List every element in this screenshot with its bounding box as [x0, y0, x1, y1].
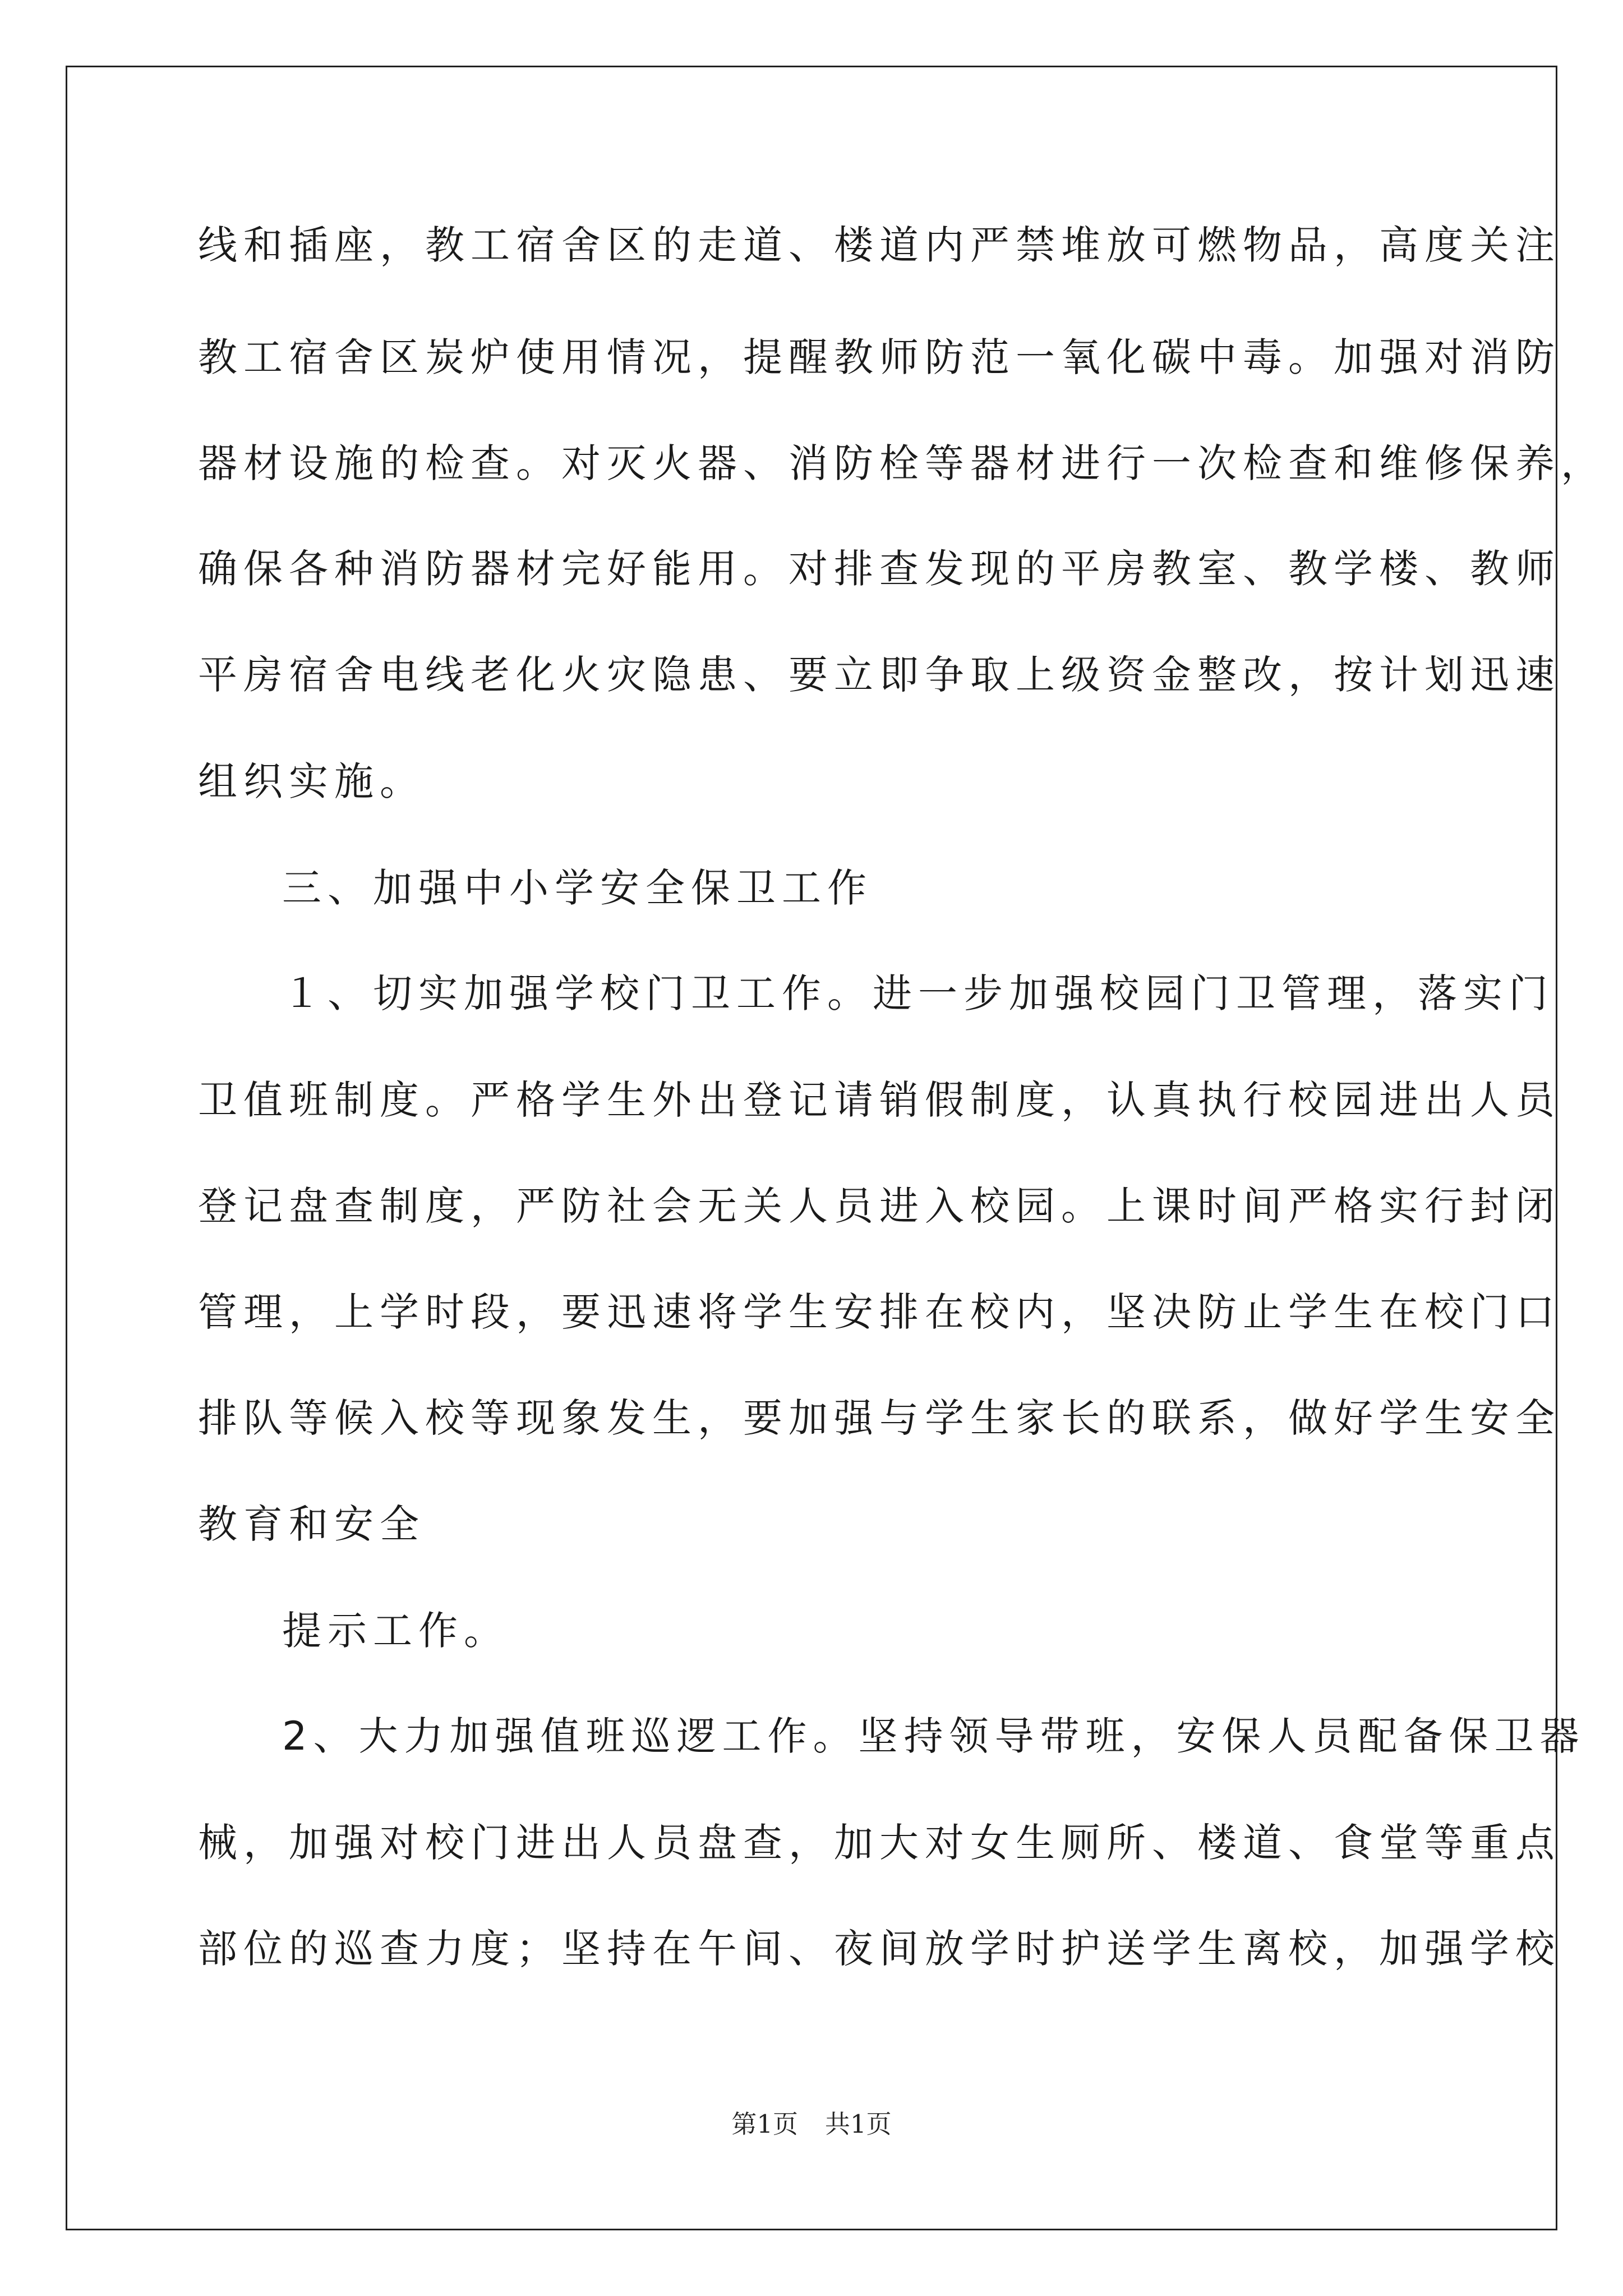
- text-line: １、切实加强学校门卫工作。进一步加强校园门卫管理，落实门: [282, 970, 1554, 1016]
- text-line: 教育和安全: [198, 1501, 425, 1547]
- text-line: 提示工作。: [282, 1608, 509, 1654]
- text-line: 确保各种消防器材完好能用。对排查发现的平房教室、教学楼、教师: [198, 546, 1561, 592]
- text-line: 械，加强对校门进出人员盘查，加大对女生厕所、楼道、食堂等重点: [198, 1820, 1561, 1866]
- text-line: 部位的巡查力度；坚持在午间、夜间放学时护送学生离校，加强学校: [198, 1926, 1561, 1972]
- page-number: 第1页: [731, 2109, 798, 2139]
- text-line: 登记盘查制度，严防社会无关人员进入校园。上课时间严格实行封闭: [198, 1183, 1561, 1229]
- text-line: 平房宿舍电线老化火灾隐患、要立即争取上级资金整改，按计划迅速: [198, 652, 1561, 698]
- text-line: 教工宿舍区炭炉使用情况，提醒教师防范一氧化碳中毒。加强对消防: [198, 334, 1561, 380]
- text-line: 排队等候入校等现象发生，要加强与学生家长的联系，做好学生安全: [198, 1395, 1561, 1441]
- text-line: 2、大力加强值班巡逻工作。坚持领导带班，安保人员配备保卫器: [282, 1713, 1585, 1759]
- page-total: 共1页: [825, 2109, 892, 2139]
- text-line: 管理，上学时段，要迅速将学生安排在校内，坚决防止学生在校门口: [198, 1289, 1561, 1335]
- page-footer: [0, 2108, 1623, 2141]
- page-border: [66, 66, 1557, 2230]
- text-line: 卫值班制度。严格学生外出登记请销假制度，认真执行校园进出人员: [198, 1077, 1561, 1123]
- text-line: 线和插座，教工宿舍区的走道、楼道内严禁堆放可燃物品，高度关注: [198, 222, 1561, 268]
- text-line: 器材设施的检查。对灭火器、消防栓等器材进行一次检查和维修保养，: [198, 440, 1606, 486]
- section-heading: 三、加强中小学安全保卫工作: [282, 865, 873, 911]
- text-line: 组织实施。: [198, 758, 425, 804]
